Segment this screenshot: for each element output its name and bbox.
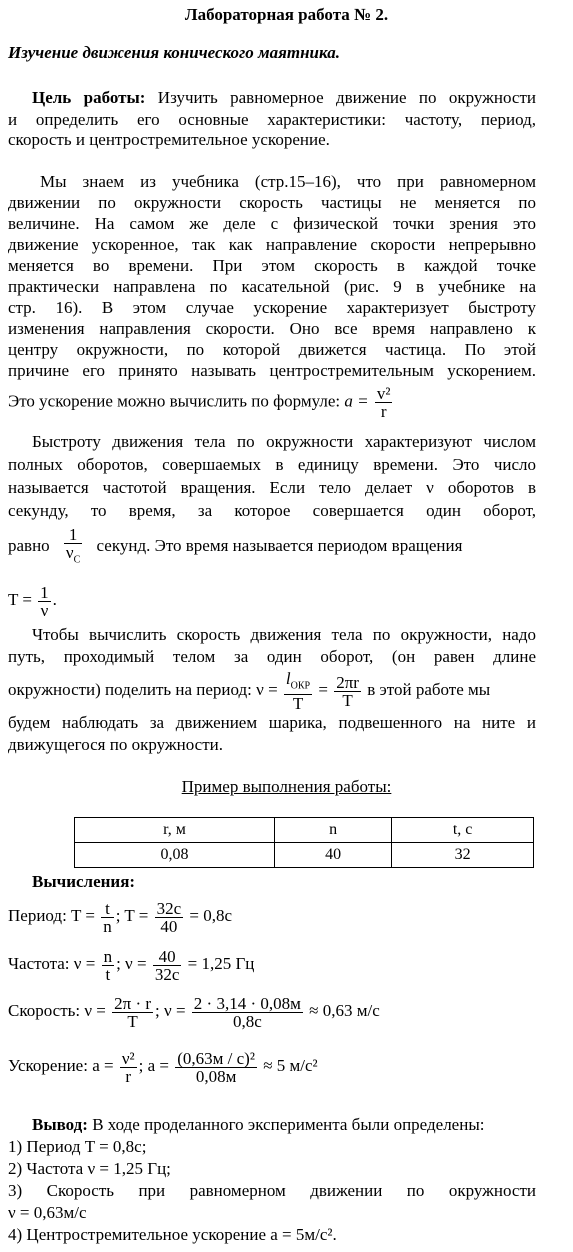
p3-line: Чтобы вычислить скорость движения тела по окружности, надо (32, 625, 536, 644)
calc-speed-n1: 2π · r (114, 993, 152, 1013)
calc-title: Вычисления: (32, 872, 136, 891)
p1-line: центру окружности, по которой движется частица. По этой (8, 340, 536, 359)
calc-period-frac-1 (101, 900, 114, 935)
period-eq-post: . (52, 590, 57, 609)
p2-eq-den-sub: С (73, 554, 81, 566)
calc-freq-d1: t (105, 964, 111, 984)
p3-eq-num-1-main: l (285, 668, 291, 688)
p3-eq-equals: = (318, 680, 328, 699)
p2-eq-pre: равно (8, 536, 50, 555)
p3-eq-fraction-2 (334, 674, 361, 709)
work-subtitle: Изучение движения конического маятника. (8, 43, 340, 62)
conclusion-item: 3) Скорость при равномерном движении по окружности (8, 1181, 536, 1200)
calc-period-d2: 40 (160, 916, 178, 936)
formula-den: r (380, 402, 387, 421)
calc-period-label: Период: T = (8, 906, 95, 925)
calc-period-n2: 32с (156, 898, 182, 918)
p2-line: полных оборотов, совершаемых в единицу времени. Это число (8, 455, 536, 474)
calc-period-res: = 0,8с (189, 906, 232, 925)
calc-speed-n2: 2 · 3,14 · 0,08м (193, 993, 301, 1013)
p1-line: движении по окружности скорость частицы не меняется по (8, 193, 536, 212)
table-header-cell: n (275, 818, 392, 843)
p3-eq-num-1-sub: ОКР (290, 680, 311, 692)
example-title (0, 777, 573, 797)
calc-acceleration (8, 1044, 318, 1088)
p3-eq-pre: окружности) поделить на период: ν = (8, 680, 278, 699)
p3-eq-den-1: T (292, 694, 304, 714)
p2-line: называется частотой вращения. Если тело делает ν оборотов в (8, 478, 536, 497)
period-eq-num: 1 (40, 582, 49, 602)
calc-period (8, 894, 232, 938)
calc-period-d1: n (103, 916, 112, 936)
p2-line: Быстроту движения тела по окружности характеризуют числом (32, 432, 536, 451)
goal-line-2: и определить его основные характеристики: частоту, период, (8, 110, 536, 129)
p1-line: движение ускоренное, так как направление скорости непрерывно (8, 235, 536, 254)
formula-acceleration (8, 385, 394, 420)
calc-speed-frac-1 (112, 995, 153, 1030)
p2-eq-den: ν (65, 542, 74, 562)
calc-accel-label: Ускорение: a = (8, 1056, 114, 1075)
period-eq-den: ν (40, 600, 49, 620)
formula-fraction (375, 385, 393, 420)
p1-line: причине его принято называть центростремительным ускорением. (8, 361, 536, 380)
p2-eq-post: секунд. Это время называется периодом вращения (96, 536, 463, 555)
conclusion-text: В ходе проделанного эксперимента были определены: (87, 1115, 485, 1134)
conclusion-item: ν = 0,63м/с (8, 1203, 87, 1222)
conclusion-item: 1) Период T = 0,8с; (8, 1137, 147, 1156)
table-header-cell: r, м (75, 818, 275, 843)
p2-eq-fraction (64, 526, 82, 568)
calc-speed (8, 989, 380, 1033)
period-eq-fraction (38, 584, 51, 619)
goal-text: Изучить равномерное движение по окружности (145, 88, 537, 107)
p3-eq-fraction-1 (284, 670, 312, 712)
calc-period-mid: ; T = (115, 906, 149, 925)
calc-accel-res: ≈ 5 м/с² (263, 1056, 318, 1075)
p3-eq-den-2: T (342, 690, 353, 710)
calc-speed-d2: 0,8с (232, 1011, 262, 1031)
table-cell: 0,08 (75, 843, 275, 868)
p2-equation-line (8, 522, 462, 570)
period-equation (8, 578, 57, 622)
calc-freq-d2: 32с (154, 964, 180, 984)
page-title: Лабораторная работа № 2. (184, 5, 389, 24)
p1-line: меняется во времени. При этом скорость в каждой точке (8, 256, 536, 275)
data-table (74, 817, 534, 868)
p3-line: путь, проходимый телом за один оборот, (он равен длине (8, 647, 536, 666)
p1-line: практически направлена по касательной (рис. 9 в учебнике на (8, 277, 536, 296)
calc-freq-frac-1 (102, 948, 115, 983)
calc-speed-res: ≈ 0,63 м/с (309, 1001, 380, 1020)
calc-speed-frac-2 (192, 995, 303, 1030)
calc-period-n1: t (101, 900, 114, 918)
example-title-text: Пример выполнения работы: (181, 777, 392, 796)
formula-intro: Это ускорение можно вычислить по формуле: (8, 391, 345, 411)
speed-formula-line (8, 668, 490, 712)
calc-freq-res: = 1,25 Гц (187, 954, 255, 973)
p3-eq-post: в этой работе мы (367, 680, 491, 699)
table-header-row (75, 818, 534, 843)
calc-accel-d1: r (125, 1066, 132, 1086)
calc-accel-n2: (0,63м / с)² (177, 1048, 255, 1068)
calc-freq-mid: ; ν = (116, 954, 147, 973)
calc-frequency (8, 942, 254, 986)
goal-line-1 (32, 88, 536, 108)
goal-line-3: скорость и центростремительное ускорение. (8, 130, 330, 149)
calc-accel-n1: ν² (121, 1048, 135, 1068)
calc-speed-label: Скорость: ν = (8, 1001, 106, 1020)
p3-eq-num-2: 2πr (336, 672, 359, 692)
calc-accel-frac-1 (120, 1050, 137, 1085)
table-row (75, 843, 534, 868)
conclusion-item: 4) Центростремительное ускорение a = 5м/с². (8, 1225, 337, 1244)
goal-label: Цель работы: (32, 88, 146, 107)
calc-period-frac-2 (155, 900, 184, 935)
conclusion-intro (32, 1115, 484, 1135)
p1-line: изменения направления скорости. Оно все время направлено к (8, 319, 536, 338)
calc-freq-frac-2 (153, 948, 182, 983)
p2-line: секунду, то время, за которое совершается один оборот, (8, 501, 536, 520)
p3-eq-num-1 (284, 670, 312, 695)
table-header-cell: t, с (392, 818, 534, 843)
p1-line: стр. 16). В этом случае ускорение характеризует быстроту (8, 298, 536, 317)
formula-num: v² (376, 384, 391, 403)
calc-freq-n2: 40 (153, 948, 182, 966)
formula-lhs: a = (344, 391, 369, 411)
conclusion-label: Вывод: (32, 1115, 88, 1134)
calc-freq-n1: n (103, 946, 113, 966)
calc-freq-label: Частота: ν = (8, 954, 96, 973)
p2-eq-den-wrap (64, 544, 82, 568)
calc-accel-d2: 0,08м (195, 1066, 237, 1086)
table-cell: 40 (275, 843, 392, 868)
p3-end-line: будем наблюдать за движением шарика, подвешенного на ните и (8, 713, 536, 732)
p1-line: Мы знаем из учебника (стр.15–16), что при равномерном (40, 172, 536, 191)
period-eq-lhs: T = (8, 590, 32, 609)
p1-line: величине. На самом же деле с физической точки зрения это (8, 214, 536, 233)
conclusion-item: 2) Частота ν = 1,25 Гц; (8, 1159, 171, 1178)
calc-accel-mid: ; a = (138, 1056, 169, 1075)
calc-speed-d1: T (127, 1011, 138, 1031)
calc-accel-frac-2 (175, 1050, 257, 1085)
p2-eq-num: 1 (64, 526, 82, 544)
table-cell: 32 (392, 843, 534, 868)
p3-end-line: движущегося по окружности. (8, 735, 223, 754)
calc-speed-mid: ; ν = (155, 1001, 186, 1020)
